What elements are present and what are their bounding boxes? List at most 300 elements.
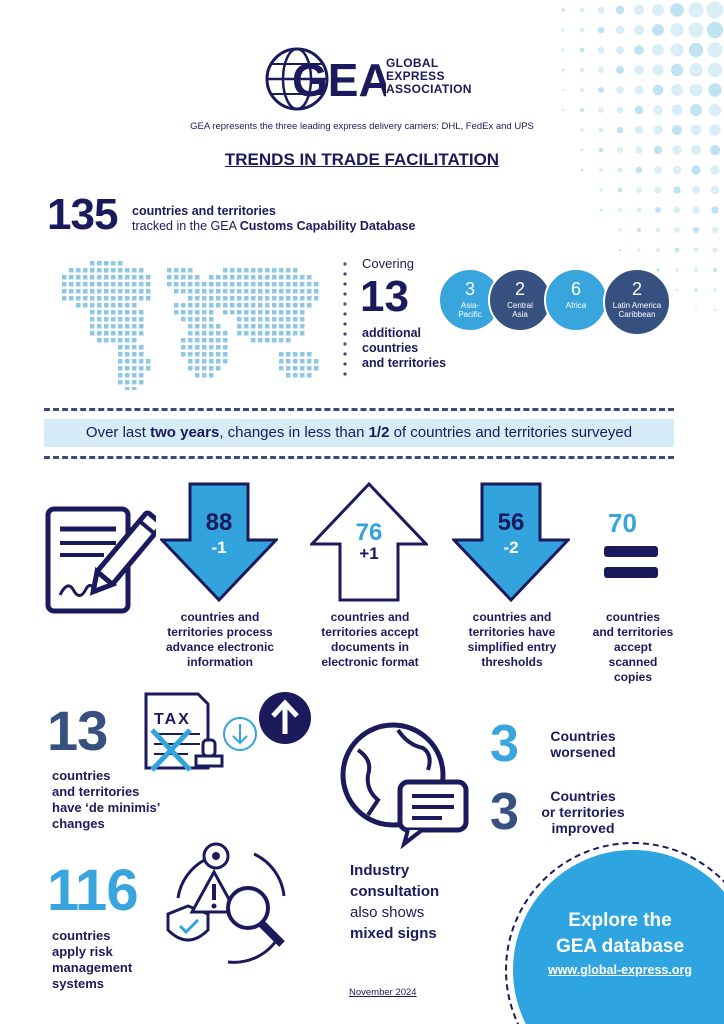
map-dot: [223, 289, 228, 294]
map-dot: [181, 345, 186, 350]
decorative-dot: [619, 249, 621, 251]
map-dot: [307, 275, 312, 280]
map-dot: [293, 317, 298, 322]
map-dot: [209, 359, 214, 364]
map-dot: [286, 331, 291, 336]
map-dot: [195, 289, 200, 294]
map-dot: [293, 303, 298, 308]
stat-change: -1: [211, 538, 227, 557]
map-dot: [132, 275, 137, 280]
map-dot: [216, 366, 221, 371]
stat-desc-line: accept scanned: [608, 640, 658, 669]
map-dot: [300, 331, 305, 336]
decorative-dot: [618, 228, 621, 231]
map-dot: [62, 275, 67, 280]
map-dot: [104, 275, 109, 280]
org-name: [386, 57, 472, 96]
decorative-dot: [711, 206, 718, 213]
map-dot: [293, 373, 298, 378]
map-dot: [209, 345, 214, 350]
map-dot: [132, 310, 137, 315]
banner-text: , changes in less than: [219, 424, 369, 441]
map-dot: [174, 310, 179, 315]
map-dot: [125, 324, 130, 329]
map-dot: [300, 366, 305, 371]
map-dot: [181, 352, 186, 357]
map-dot: [314, 289, 319, 294]
decorative-dot: [652, 44, 664, 56]
decorative-dot: [675, 248, 680, 253]
map-dot: [125, 366, 130, 371]
map-dot: [195, 359, 200, 364]
map-dot: [125, 268, 130, 273]
org-name-line1: GLOBAL: [386, 56, 439, 70]
decorative-dot: [656, 268, 659, 271]
map-dot: [167, 268, 172, 273]
map-dot: [258, 289, 263, 294]
map-dot: [244, 331, 249, 336]
map-dot: [118, 268, 123, 273]
decorative-dot: [652, 4, 664, 16]
map-dot: [307, 366, 312, 371]
map-dot: [237, 296, 242, 301]
website-link[interactable]: www.global-express.org: [547, 963, 692, 977]
map-dot: [188, 289, 193, 294]
decorative-dot: [635, 86, 644, 95]
map-dot: [223, 338, 228, 343]
map-dot: [132, 324, 137, 329]
map-dot: [286, 289, 291, 294]
improved-line: Countries: [550, 788, 616, 804]
decorative-dot-pattern: [494, 0, 724, 400]
stat-desc-line: copies: [613, 670, 652, 684]
industry-line: consultation: [350, 883, 440, 900]
region-count: 2: [514, 279, 525, 299]
map-dot: [293, 366, 298, 371]
map-dot: [272, 303, 277, 308]
map-dot: [111, 261, 116, 266]
deminimis-line: have ‘de minimis’: [52, 800, 161, 815]
region-count: 2: [631, 279, 642, 299]
map-dot: [76, 282, 81, 287]
stat-desc-line: and territories: [592, 625, 674, 639]
map-dot: [293, 352, 298, 357]
map-dot: [223, 352, 228, 357]
map-dot: [90, 331, 95, 336]
map-dot: [307, 289, 312, 294]
tracked-line2-prefix: tracked in the GEA: [132, 219, 240, 233]
map-dot: [104, 296, 109, 301]
decorative-dot: [562, 69, 565, 72]
map-dot: [174, 268, 179, 273]
map-dot: [202, 331, 207, 336]
map-dot: [195, 338, 200, 343]
map-dot: [125, 345, 130, 350]
map-dot: [209, 373, 214, 378]
decorative-dot: [693, 247, 698, 252]
map-dot: [244, 268, 249, 273]
map-dot: [223, 275, 228, 280]
map-dot: [181, 338, 186, 343]
stat-desc-line: electronic format: [321, 655, 419, 669]
map-dot: [118, 296, 123, 301]
map-dot: [216, 296, 221, 301]
decorative-dot: [616, 46, 624, 54]
map-dot: [125, 289, 130, 294]
map-dot: [132, 366, 137, 371]
map-dot: [125, 359, 130, 364]
map-dot: [307, 296, 312, 301]
stat-desc-line: advance electronic: [165, 640, 275, 654]
map-dot: [90, 261, 95, 266]
decorative-dot: [711, 186, 719, 194]
map-dot: [111, 275, 116, 280]
decorative-dot: [637, 208, 642, 213]
map-dot: [300, 373, 305, 378]
map-dot: [265, 317, 270, 322]
map-dot: [125, 373, 130, 378]
map-dot: [188, 303, 193, 308]
decorative-dot: [561, 8, 564, 11]
stat-change: +1: [359, 544, 379, 563]
map-dot: [97, 282, 102, 287]
map-dot: [279, 331, 284, 336]
map-dot: [314, 359, 319, 364]
map-dot: [104, 261, 109, 266]
map-dot: [300, 310, 305, 315]
stat-description-1: [150, 610, 290, 670]
map-dot: [293, 282, 298, 287]
map-dot: [202, 345, 207, 350]
region-name: Africa: [565, 301, 587, 310]
risk-line: countries: [52, 928, 111, 943]
map-dot: [195, 331, 200, 336]
map-dot: [286, 317, 291, 322]
map-dot: [202, 303, 207, 308]
map-dot: [272, 296, 277, 301]
map-dot: [174, 303, 179, 308]
decorative-dot: [655, 207, 661, 213]
map-dot: [90, 282, 95, 287]
globe-logo-icon: [262, 44, 386, 114]
map-dot: [216, 275, 221, 280]
map-dot: [209, 317, 214, 322]
stat-desc-line: countries and: [330, 610, 410, 624]
map-dot: [237, 310, 242, 315]
map-dot: [272, 289, 277, 294]
summary-banner: [44, 419, 674, 447]
decorative-dot: [689, 43, 703, 57]
map-dot: [272, 310, 277, 315]
map-dot: [216, 352, 221, 357]
map-dot: [251, 331, 256, 336]
map-dot: [258, 296, 263, 301]
map-dot: [293, 289, 298, 294]
worsened-line: Countries: [550, 728, 616, 744]
map-dot: [104, 338, 109, 343]
map-dot: [265, 324, 270, 329]
map-dot: [223, 282, 228, 287]
map-dot: [125, 331, 130, 336]
map-dot: [118, 380, 123, 385]
map-dot: [97, 331, 102, 336]
map-dot: [111, 282, 116, 287]
risk-line: apply risk: [52, 944, 113, 959]
map-dot: [181, 275, 186, 280]
map-dot: [97, 289, 102, 294]
map-dot: [202, 296, 207, 301]
decorative-dot: [670, 23, 683, 36]
decorative-dot: [709, 104, 721, 116]
map-dot: [258, 338, 263, 343]
database-name: Customs Capability Database: [239, 219, 416, 233]
map-dot: [279, 275, 284, 280]
map-dot: [237, 317, 242, 322]
map-dot: [132, 345, 137, 350]
map-dot: [76, 268, 81, 273]
map-dot: [90, 296, 95, 301]
decorative-dot: [707, 22, 723, 38]
map-dot: [111, 338, 116, 343]
map-dot: [300, 296, 305, 301]
map-dot: [202, 289, 207, 294]
map-dot: [307, 373, 312, 378]
map-dot: [237, 289, 242, 294]
map-dot: [286, 338, 291, 343]
decorative-dot: [655, 187, 662, 194]
map-dot: [181, 268, 186, 273]
stat-arrow-down-2: [452, 482, 570, 602]
map-dot: [258, 324, 263, 329]
map-dot: [202, 324, 207, 329]
map-dot: [195, 317, 200, 322]
decorative-dot: [636, 187, 642, 193]
map-dot: [188, 359, 193, 364]
region-name: Asia: [512, 310, 528, 319]
map-dot: [307, 359, 312, 364]
map-dot: [237, 275, 242, 280]
explore-line: GEA database: [555, 936, 685, 957]
map-dot: [293, 268, 298, 273]
map-dot: [118, 352, 123, 357]
decorative-dot: [653, 105, 663, 115]
map-dot: [125, 275, 130, 280]
region-name: Central: [507, 301, 533, 310]
map-dot: [251, 268, 256, 273]
map-dot: [139, 352, 144, 357]
map-dot: [279, 317, 284, 322]
stat-desc-line: thresholds: [481, 655, 543, 669]
map-dot: [118, 331, 123, 336]
map-dot: [258, 310, 263, 315]
map-dot: [188, 352, 193, 357]
map-dot: [181, 289, 186, 294]
map-dot: [83, 289, 88, 294]
map-dot: [300, 289, 305, 294]
decorative-dot: [618, 208, 622, 212]
map-dot: [188, 331, 193, 336]
map-dot: [286, 303, 291, 308]
explore-heading: [540, 908, 700, 960]
map-dot: [104, 331, 109, 336]
map-dot: [272, 282, 277, 287]
map-dot: [279, 268, 284, 273]
decorative-dot: [637, 248, 640, 251]
decorative-dot: [598, 47, 605, 54]
decorative-dot: [635, 106, 644, 115]
map-dot: [230, 268, 235, 273]
map-dot: [279, 338, 284, 343]
decorative-dot: [653, 85, 664, 96]
map-dot: [216, 359, 221, 364]
stat-change: -2: [503, 538, 519, 557]
map-dot: [97, 338, 102, 343]
map-dot: [104, 317, 109, 322]
map-dot: [118, 338, 123, 343]
deminimis-count: 13: [47, 699, 108, 762]
decorative-dot: [634, 45, 644, 55]
region-name: Pacific: [458, 310, 482, 319]
decorative-dot: [713, 288, 716, 291]
map-dot: [258, 317, 263, 322]
additional-line1: additional: [362, 326, 422, 340]
map-dot: [216, 331, 221, 336]
decorative-dot: [634, 25, 644, 35]
document-signing-icon: [44, 505, 156, 615]
map-dot: [230, 282, 235, 287]
map-dot: [97, 275, 102, 280]
map-dot: [244, 289, 249, 294]
map-dot: [181, 310, 186, 315]
map-dot: [251, 324, 256, 329]
map-dot: [202, 352, 207, 357]
map-dot: [286, 282, 291, 287]
map-dot: [62, 296, 67, 301]
stat-desc-line: countries and: [180, 610, 260, 624]
map-dot: [286, 366, 291, 371]
region-count: 6: [570, 279, 581, 299]
stat-description-3: [442, 610, 582, 670]
map-dot: [83, 282, 88, 287]
map-dot: [251, 310, 256, 315]
map-dot: [132, 380, 137, 385]
publication-date: November 2024: [349, 987, 417, 998]
map-dot: [167, 282, 172, 287]
map-dot: [90, 268, 95, 273]
map-dot: [209, 303, 214, 308]
map-dot: [202, 317, 207, 322]
map-dot: [139, 310, 144, 315]
map-dot: [223, 296, 228, 301]
page-title: TRENDS IN TRADE FACILITATION: [224, 150, 500, 169]
decorative-dot: [580, 8, 585, 13]
decorative-dot: [580, 28, 585, 33]
stat-description-4: [588, 610, 678, 685]
region-count: 3: [464, 279, 475, 299]
map-dot: [181, 282, 186, 287]
map-dot: [125, 338, 130, 343]
map-dot: [265, 275, 270, 280]
map-dot: [90, 275, 95, 280]
banner-emphasis: two years: [150, 424, 220, 441]
decorative-dot: [676, 289, 679, 292]
map-dot: [293, 310, 298, 315]
decorative-dot: [689, 23, 704, 38]
map-dot: [146, 289, 151, 294]
industry-consultation-text: [350, 860, 439, 944]
tracked-count: 135: [47, 190, 118, 239]
map-dot: [146, 282, 151, 287]
map-dot: [300, 275, 305, 280]
map-dot: [125, 317, 130, 322]
map-dot: [104, 268, 109, 273]
map-dot: [139, 268, 144, 273]
map-dot: [188, 366, 193, 371]
decorative-dot: [599, 188, 602, 191]
risk-management-icon: [158, 838, 298, 968]
decorative-dot: [562, 89, 565, 92]
explore-line: Explore the: [568, 910, 672, 931]
map-dot: [195, 352, 200, 357]
map-dot: [111, 296, 116, 301]
map-dot: [188, 296, 193, 301]
map-dot: [97, 303, 102, 308]
map-dot: [244, 282, 249, 287]
dashed-divider: [44, 456, 674, 459]
map-dot: [265, 282, 270, 287]
decorative-dot: [694, 288, 697, 291]
gea-logo: [262, 44, 482, 114]
globe-chat-icon: [338, 720, 473, 850]
map-dot: [139, 359, 144, 364]
map-dot: [174, 282, 179, 287]
map-dot: [202, 282, 207, 287]
map-dot: [69, 282, 74, 287]
map-dot: [118, 366, 123, 371]
decorative-dot: [580, 88, 584, 92]
decorative-dot: [688, 2, 703, 17]
map-dot: [118, 282, 123, 287]
industry-line: Industry: [350, 862, 410, 879]
map-dot: [188, 338, 193, 343]
decorative-dot: [616, 6, 625, 15]
decorative-dot: [672, 105, 683, 116]
map-dot: [286, 268, 291, 273]
deminimis-line: countries: [52, 768, 111, 783]
map-dot: [251, 275, 256, 280]
map-dot: [237, 282, 242, 287]
map-dot: [209, 310, 214, 315]
map-dot: [118, 373, 123, 378]
map-dot: [118, 345, 123, 350]
map-dot: [132, 282, 137, 287]
map-dot: [90, 310, 95, 315]
decorative-dot: [712, 227, 718, 233]
industry-line: mixed signs: [350, 925, 437, 942]
decorative-dot: [713, 268, 717, 272]
map-dot: [125, 303, 130, 308]
map-dot: [258, 282, 263, 287]
map-dot: [104, 282, 109, 287]
map-dot: [202, 338, 207, 343]
decorative-dot: [674, 227, 680, 233]
map-dot: [188, 275, 193, 280]
map-dot: [251, 317, 256, 322]
map-dot: [293, 331, 298, 336]
stat-desc-line: countries: [605, 610, 660, 624]
region-africa: [544, 268, 608, 332]
tagline: GEA represents the three leading express delivery carriers: DHL, FedEx and UPS: [190, 121, 534, 132]
